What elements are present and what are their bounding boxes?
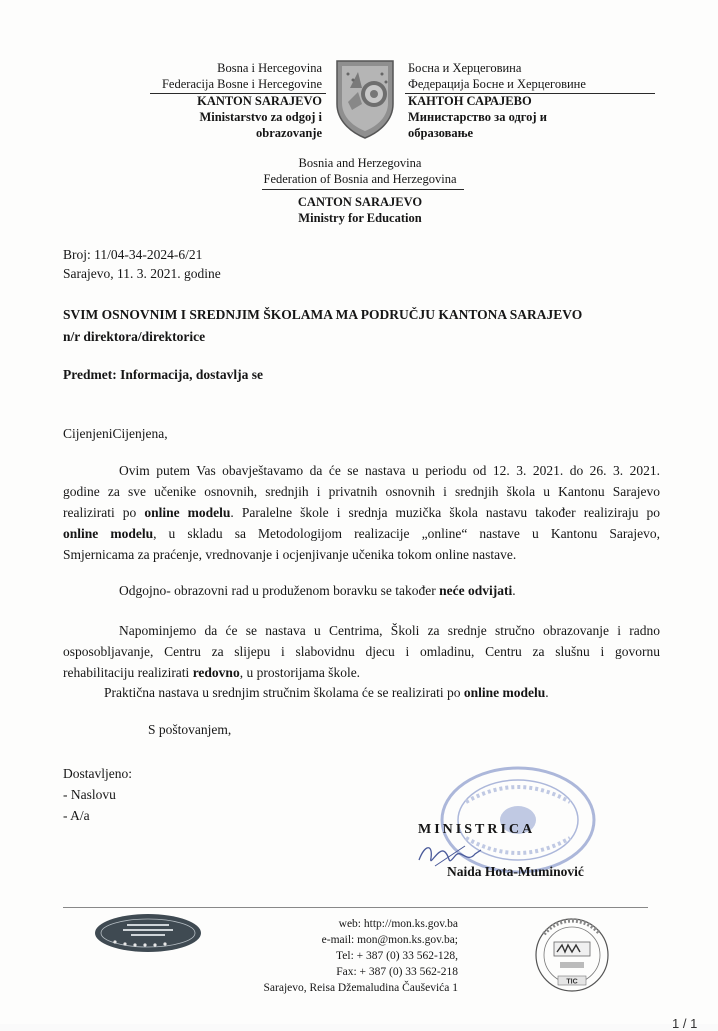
paragraph-4: [104, 682, 549, 703]
footer-fax: Fax: + 387 (0) 33 562-218: [336, 966, 458, 978]
p4-c: .: [545, 685, 549, 700]
p2-bold: neće odvijati: [439, 583, 513, 598]
p2-a: Odgojno- obrazovni rad u produženom boravku se također: [119, 583, 440, 598]
header-right-canton: КАНТОН САРАЈЕВО: [408, 94, 532, 108]
addressee-line: SVIM OSNOVNIM I SREDNJIM ŠKOLAMA MA PODRUČJU KANTONA SARAJEVO: [63, 307, 583, 322]
p1-l4-b: , u skladu sa Metodologijom realizacije „online“ nastave u Kantonu Sarajevo,: [153, 526, 660, 541]
header-left-ministry-2: obrazovanje: [256, 126, 322, 140]
coat-of-arms-icon: [334, 58, 396, 140]
subject-line: Predmet: Informacija, dostavlja se: [63, 367, 263, 382]
header-right-country: Босна и Херцеговина: [408, 61, 522, 75]
paragraph-2: [119, 580, 516, 601]
p1-l3-c: . Paralelne škole i srednja muzička škola nastavu također realiziraju po: [230, 505, 661, 520]
footer-address: Sarajevo, Reisa Džemaludina Čauševića 1: [263, 982, 458, 994]
header-right-ministry-1: Министарство за одгој и: [408, 110, 547, 124]
header-left-ministry-1: Ministarstvo za odgoj i: [199, 110, 322, 124]
header-center-ministry: Ministry for Education: [298, 211, 422, 225]
p3-l3-c: , u prostorijama škole.: [239, 665, 361, 680]
paragraph-1: [63, 460, 660, 565]
greeting: CijenjeniCijenjena,: [63, 426, 168, 441]
distribution-item-1: - Naslovu: [63, 787, 116, 802]
header-center-federation: Federation of Bosnia and Herzegovina: [263, 172, 457, 186]
page-indicator: 1 / 1: [672, 1016, 698, 1031]
p3-l3-a: rehabilitaciju realizirati: [63, 665, 193, 680]
p1-l3-a: realizirati po: [63, 505, 145, 520]
distribution-item-2: - A/a: [63, 808, 90, 823]
footer-divider: [63, 907, 648, 908]
header-center: [230, 155, 490, 226]
region-award-badge-icon: [93, 912, 203, 954]
header-left: [90, 60, 322, 141]
p1-l4-bold: online modelu: [63, 526, 154, 541]
paragraph-3-line-2: osposobljavanje, Centru za slijepu i slabovidnu djecu i omladinu, Centru za slušnu i govornu: [63, 644, 660, 659]
header-left-federation: Federacija Bosne i Hercegovine: [161, 77, 322, 91]
document-place-date: Sarajevo, 11. 3. 2021. godine: [63, 266, 221, 281]
paragraph-1-line-1: Ovim putem Vas obavještavamo da će se nastava u periodu od 12. 3. 2021. do 26. 3. 2021.: [119, 463, 660, 478]
document-number: Broj: 11/04-34-2024-6/21: [63, 247, 203, 262]
footer-tel: Tel: + 387 (0) 33 562-128,: [336, 950, 458, 962]
paragraph-3-line-3: [63, 662, 660, 683]
header-center-rule: [262, 189, 464, 190]
paragraph-1-line-5: Smjernicama za praćenje, vrednovanje i ocjenjivanje učenika tokom online nastave.: [63, 547, 517, 562]
paragraph-1-line-2: godine za sve učenike osnovnih, srednjih i privatnih osnovnih i srednjih škola u Kantonu Sarajevo: [63, 484, 660, 499]
paragraph-3-line-1: Napominjemo da će se nastava u Centrima, Školi za srednje stručno obrazovanje i radno: [119, 623, 660, 638]
distribution-title: Dostavljeno:: [63, 766, 132, 781]
footer-email[interactable]: e-mail: mon@mon.ks.gov.ba;: [321, 934, 458, 946]
header-right: [408, 60, 658, 141]
header-center-country: Bosnia and Herzegovina: [298, 156, 422, 170]
header-left-rule: [150, 93, 326, 94]
p3-l3-bold: redovno: [192, 665, 240, 680]
addressee-attention: n/r direktora/direktorice: [63, 329, 206, 344]
tuv-certification-icon: [532, 916, 612, 994]
closing: S poštovanjem,: [148, 722, 232, 737]
header-right-rule: [405, 93, 655, 94]
paragraph-1-line-4: [63, 523, 660, 544]
p1-l3-bold: online modelu: [144, 505, 231, 520]
paragraph-3: [63, 620, 660, 683]
p4-bold: online modelu: [463, 685, 546, 700]
p2-c: .: [512, 583, 516, 598]
header-left-country: Bosna i Hercegovina: [217, 61, 322, 75]
footer-web[interactable]: web: http://mon.ks.gov.ba: [338, 918, 458, 930]
signature-name: Naida Hota-Muminović: [447, 864, 584, 879]
header-right-federation: Федерација Босне и Херцеговине: [408, 77, 586, 91]
p4-a: Praktična nastava u srednjim stručnim školama će se realizirati po: [104, 685, 464, 700]
svg-text:TIC: TIC: [566, 978, 578, 986]
header-right-ministry-2: образовање: [408, 126, 474, 140]
header-center-canton: CANTON SARAJEVO: [297, 195, 423, 209]
header-left-canton: KANTON SARAJEVO: [197, 94, 322, 108]
signature-title: MINISTRICA: [418, 822, 536, 837]
footer-contact: [248, 916, 458, 996]
distribution: [63, 763, 132, 826]
paragraph-1-line-3: [63, 502, 660, 523]
